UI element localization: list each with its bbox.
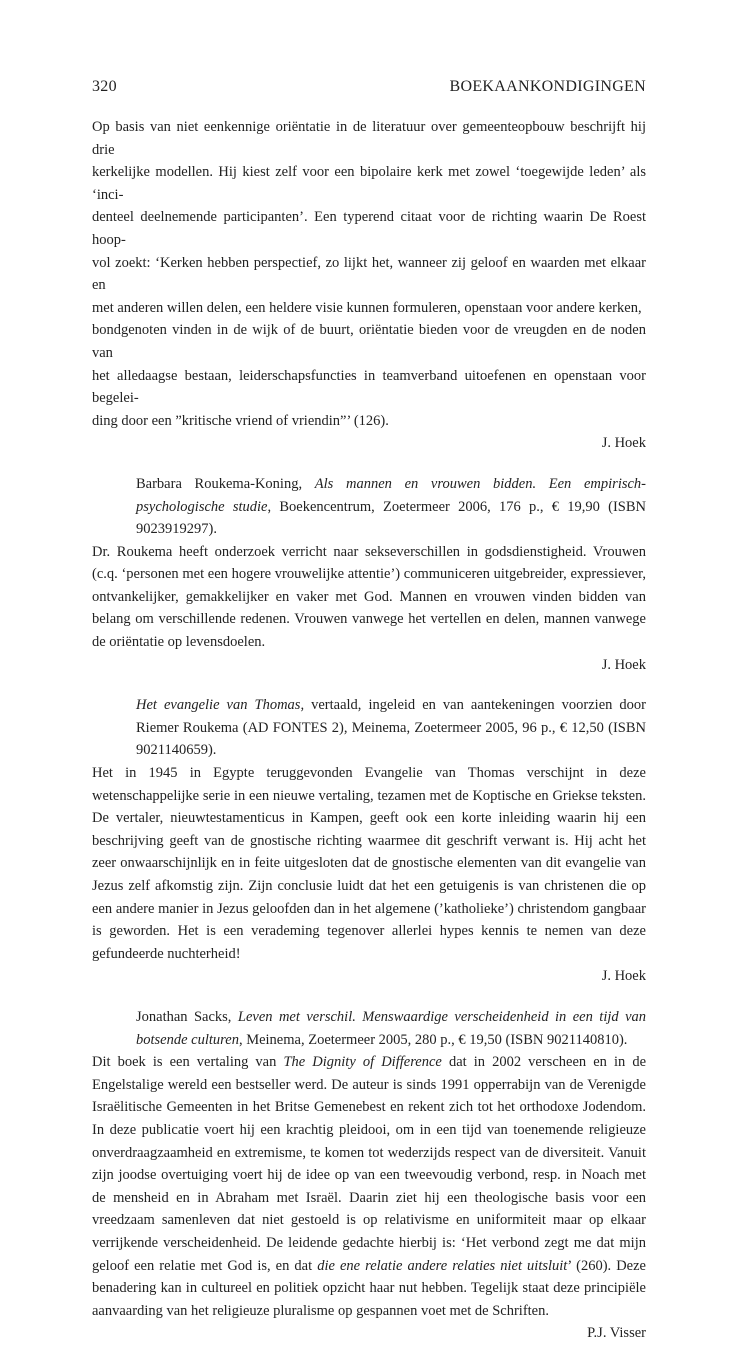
- citation-author: Jonathan Sacks,: [136, 1008, 232, 1025]
- review-2-body: Dr. Roukema heeft onderzoek verricht naar sekseverschillen in godsdienstigheid. Vrouwen (c.q. ‘personen met een hogere vrouwelijke attentie’) communiceren uitgebreider, expressiever, ontvankelijker, gemakkelijker en vaker met God. Mannen en vrouwen vinden bidden van belang om verschillende redenen. Vrouwen vanwege het vertellen en delen, mannen vanwege de oriëntatie op levensdoelen.: [92, 543, 646, 651]
- body-text: Dit boek is een vertaling van: [92, 1054, 277, 1071]
- text-line: bondgenoten vinden in de wijk of de buurt, oriëntatie bieden voor de vreugden en de noden van: [92, 322, 646, 361]
- text-line: Op basis van niet eenkennige oriëntatie in de literatuur over gemeenteopbouw beschrijft hij drie: [92, 119, 646, 158]
- text-line: denteel deelnemende participanten’. Een typerend citaat voor de richting waarin De Roest hoop-: [92, 209, 646, 248]
- page-header: [92, 78, 646, 96]
- referenced-title: The Dignity of Difference: [283, 1054, 442, 1071]
- citation-title: Als mannen en vrouwen bidden. Een empirisch-psychologische studie: [136, 475, 647, 515]
- citation-author: Barbara Roukema-Koning,: [136, 475, 303, 492]
- quoted-phrase: die ene relatie andere relaties niet uitsluit: [317, 1257, 568, 1274]
- text-line: het alledaagse bestaan, leiderschapsfuncties in teamverband uitoefenen en openstaan voor begelei-: [92, 367, 646, 407]
- citation-details: , Boekencentrum, Zoetermeer 2006, 176 p., € 19,90 (ISBN 9023919297).: [136, 498, 646, 538]
- book-citation: [92, 473, 646, 541]
- body-text: ’ (260). Deze benadering kan in cultureel en politiek opzicht haar nut hebben. Tegelijk staat deze principiële aanvaarding van het religieuze pluralisme op gespannen voet met de Schriften.: [92, 1257, 646, 1319]
- reviewer-signature: J. Hoek: [601, 656, 646, 673]
- review-4-body: [92, 1051, 646, 1322]
- citation-title: Het evangelie van Thomas,: [136, 697, 305, 714]
- review-1-body: [92, 116, 646, 432]
- body-text: dat in 2002 verscheen en in de Engelstalige wereld een bestseller werd. De auteur is sinds 1991 opperrabijn van de Verenigde Israëlitische Gemeenten in het Britse Gemenebest en rekent zich tot het orthodoxe Jodendom. In deze publicatie voert hij een krachtig pleidooi, om in een tijd van toenemende religieuze onverdraagzaamheid en extremisme, te komen tot wederzijds respect van de diversiteit. Vanuit zijn joodse overtuiging voert hij de idee op van een tweevoudig verbond, resp. in Noach met de mensheid en in Abraham met Israël. Daarin ziet hij een theologische basis voor een vreedzaam samenleven dat niet gestoeld is op relativisme en uniformiteit maar op elkaar verrijkende verscheidenheid. De leidende gedachte hierbij is: ‘Het verbond zegt me dat mijn geloof een relatie met God is, en dat: [92, 1054, 647, 1274]
- spacer: [92, 988, 646, 1006]
- text-line: met anderen willen delen, een heldere visie kunnen formuleren, openstaan voor andere kerken,: [92, 299, 642, 316]
- book-citation: [92, 694, 646, 762]
- page-number: 320: [92, 78, 117, 95]
- section-title: BOEKAANKONDIGINGEN: [449, 78, 646, 95]
- citation-details: vertaald, ingeleid en van aantekeningen voorzien door Riemer Roukema (AD FONTES 2), Meinema, Zoetermeer 2005, 96 p., € 12,50 (ISBN 9021140659).: [136, 697, 646, 759]
- reviewer-signature: J. Hoek: [601, 435, 646, 452]
- book-citation: [92, 1006, 646, 1051]
- reviewer-signature: J. Hoek: [601, 968, 646, 985]
- text-line: ding door een ”kritische vriend of vriendin”’ (126).: [92, 412, 389, 429]
- spacer: [92, 455, 646, 473]
- reviewer-signature: P.J. Visser: [587, 1325, 646, 1342]
- text-line: vol zoekt: ‘Kerken hebben perspectief, zo lijkt het, wanneer zij geloof en waarden met elkaar en: [92, 254, 646, 294]
- spacer: [92, 676, 646, 694]
- citation-details: , Meinema, Zoetermeer 2005, 280 p., € 19,50 (ISBN 9021140810).: [238, 1031, 628, 1048]
- text-line: kerkelijke modellen. Hij kiest zelf voor een bipolaire kerk met zowel ‘toegewijde leden’ als ‘inci-: [92, 164, 646, 203]
- citation-title: Leven met verschil. Menswaardige verscheidenheid in een tijd van botsende culturen: [136, 1008, 647, 1048]
- review-3-body: Het in 1945 in Egypte teruggevonden Evangelie van Thomas verschijnt in deze wetenschappelijke serie in een nieuwe vertaling, tezamen met de Koptische en Griekse teksten. De vertaler, nieuwtestamenticus in Kampen, geeft ook een korte inleiding waarin hij een beschrijving geeft van de gnostische richting waarmee dit geschrift verwant is. Hij acht het zeer onwaarschijnlijk en in feite uitgesloten dat de gnostische elementen van dit evangelie van Jezus zelf afkomstig zijn. Zijn conclusie luidt dat het een getuigenis is van christenen die op een andere manier in Jezus geloofden dan in het algemene (’katholieke’) christendom gangbaar is geworden. Het is een verademing tegenover allerlei hypes kennis te nemen van deze gefundeerde nuchterheid!: [92, 765, 646, 962]
